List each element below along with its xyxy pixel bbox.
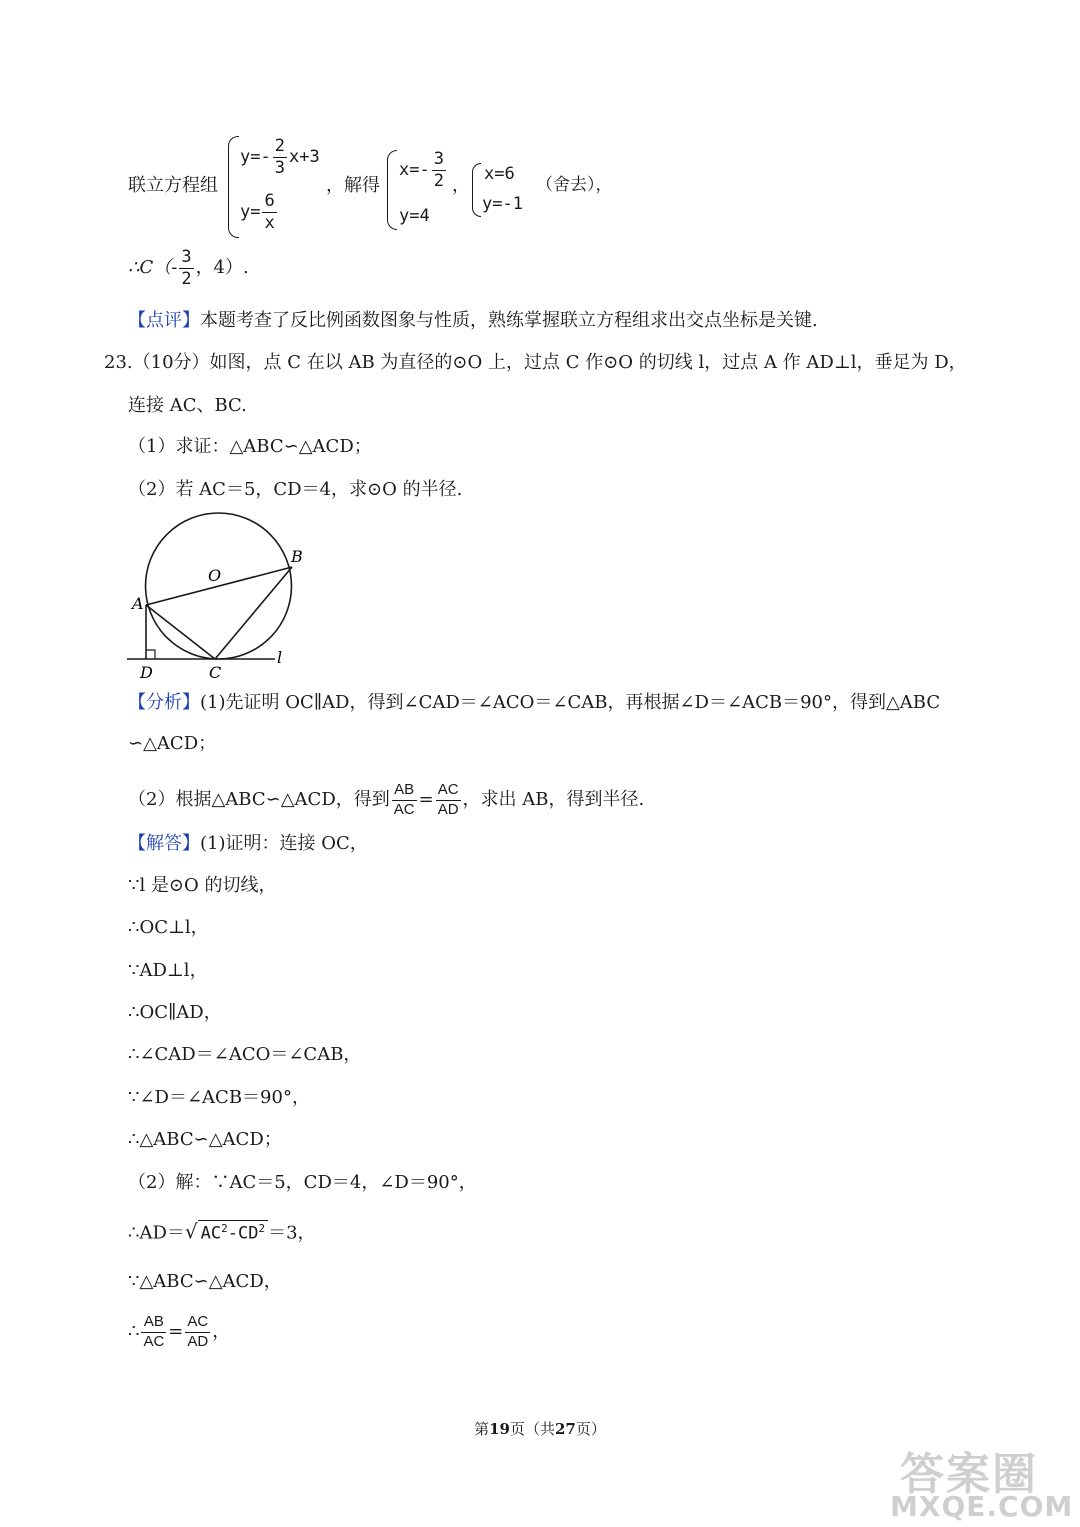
solution-line-3: ∴OC⊥l， xyxy=(128,917,209,938)
discard-note: （舍去）， xyxy=(536,175,613,195)
label-l: l xyxy=(277,648,283,667)
system-eq1: y=- $\frac{2}{3}$ x+3 xyxy=(240,136,320,178)
solution-line-7: ∵∠D＝∠ACB＝90°， xyxy=(128,1087,310,1108)
label-o: O xyxy=(208,566,222,585)
solution-line-2: ∵l 是⊙O 的切线， xyxy=(128,875,277,896)
solution-line-9: （2）解：∵AC＝5，CD＝4，∠D＝90°， xyxy=(128,1172,477,1193)
solution-1-x: x=- $\frac{3}{2}$ xyxy=(399,149,444,191)
problem-line-2: 连接 AC、BC. xyxy=(128,395,247,416)
watermark-logo: 答案圈 xyxy=(900,1449,1038,1500)
geometry-figure xyxy=(120,505,303,685)
analysis-line-2: ∽△ACD； xyxy=(128,733,217,754)
label-d: D xyxy=(140,663,153,682)
solution-line-12: ∴ $\frac{AB}{AC}$ = $\frac{AC}{AD}$ ， xyxy=(128,1313,231,1350)
solution-line-6: ∴∠CAD＝∠ACO＝∠CAB， xyxy=(128,1044,362,1065)
solution-brace-2 xyxy=(472,163,481,217)
review-tag: 【点评】 xyxy=(128,310,200,331)
label-a: A xyxy=(132,594,144,613)
label-b: B xyxy=(291,547,303,566)
segment-ac xyxy=(146,605,215,659)
solution-2-x: x=6 xyxy=(484,164,515,184)
solution-tag: 【解答】 xyxy=(128,833,200,854)
point-c-line: ∴C（- $\frac{3}{2}$ ，4）. xyxy=(128,247,249,289)
right-angle-mark xyxy=(146,650,155,659)
problem-question-2: （2）若 AC＝5，CD＝4，求⊙O 的半径. xyxy=(128,479,463,500)
problem-question-1: （1）求证：△ABC∽△ACD； xyxy=(128,436,372,457)
system-mid: ，解得 xyxy=(326,175,380,196)
solution-line-10: ∴AD＝√ $AC^2-CD^2 =3$， xyxy=(128,1219,316,1244)
system-brace xyxy=(228,136,239,238)
solution-line-1: 【解答】(1)证明：连接 OC， xyxy=(128,833,368,854)
solution-2-y: y=-1 xyxy=(482,194,523,214)
segment-bc xyxy=(215,567,292,659)
analysis-tag: 【分析】 xyxy=(128,692,200,713)
solution-line-8: ∴△ABC∽△ACD； xyxy=(128,1129,282,1150)
review-line: 【点评】本题考查了反比例函数图象与性质，熟练掌握联立方程组求出交点坐标是关键. xyxy=(128,310,818,331)
solution-line-5: ∴OC∥AD， xyxy=(128,1002,222,1023)
page-number: 19 xyxy=(489,1420,510,1438)
analysis-line-1: 【分析】(1)先证明 OC∥AD，得到∠CAD＝∠ACO＝∠CAB，再根据∠D＝∠ACB＝90°，得到△ABC xyxy=(128,692,941,713)
analysis-line-3: （2）根据△ABC∽△ACD，得到 $\frac{AB}{AC}$ = $\frac{AC}{AD}$ ，求出 AB，得到半径. xyxy=(128,781,645,818)
solution-1-y: y=4 xyxy=(399,206,430,226)
system-prefix: 联立方程组 xyxy=(128,175,218,196)
page-footer: 第19页（共27页） xyxy=(474,1420,606,1438)
label-c: C xyxy=(209,663,222,682)
solution-comma: ， xyxy=(452,175,470,196)
solution-line-4: ∵AD⊥l， xyxy=(128,960,208,981)
watermark-url: MXQE.COM xyxy=(890,1490,1074,1523)
solution-line-11: ∵△ABC∽△ACD， xyxy=(128,1271,282,1292)
solution-brace-1 xyxy=(387,150,397,230)
page-total: 27 xyxy=(555,1420,576,1438)
system-eq2: y= $\frac{6}{x}$ xyxy=(240,191,275,233)
problem-line-1: 23.（10分）如图，点 C 在以 AB 为直径的⊙O 上，过点 C 作⊙O 的切线 l，过点 A 作 AD⊥l，垂足为 D， xyxy=(104,352,967,373)
